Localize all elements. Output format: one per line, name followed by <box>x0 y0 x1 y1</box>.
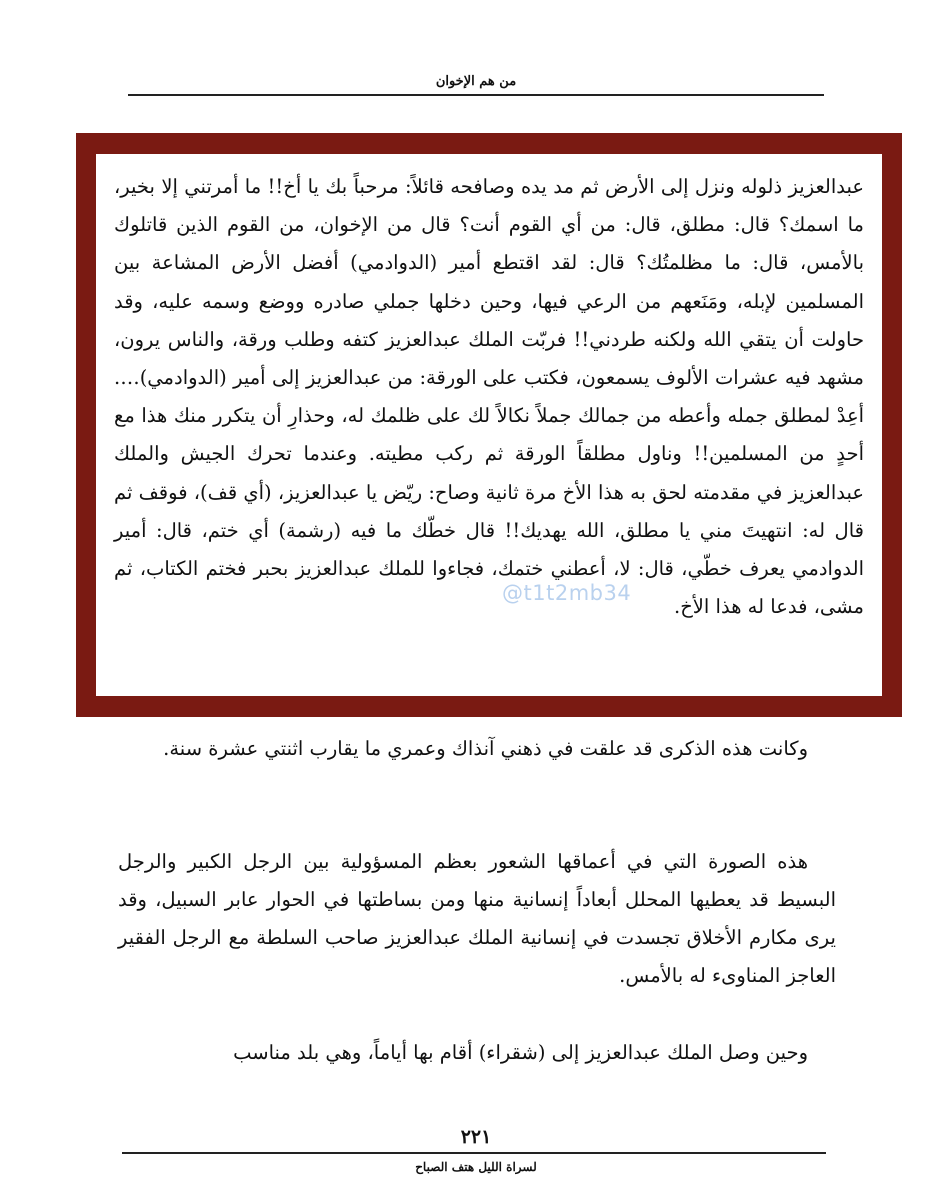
highlighted-passage-frame <box>76 133 902 717</box>
footer-rule <box>122 1152 826 1154</box>
paragraph-1-text: وكانت هذه الذكرى قد علقت في ذهني آنذاك وعمري ما يقارب اثنتي عشرة سنة. <box>163 737 808 760</box>
header-rule <box>128 94 824 96</box>
highlighted-passage-text: عبدالعزيز ذلوله ونزل إلى الأرض ثم مد يده وصافحه قائلاً: مرحباً بك يا أخ!! ما أمرتني إلا بخير، ما اسمك؟ قال: مطلق، قال: من أي القوم أنت؟ قال من الإخوان، من القوم الذين قاتلوك بالأمس، قال: ما مظلمتُك؟ قال: لقد اقتطع أمير (الدوادمي) أفضل الأرض المشاعة بين المسلمين لإبله، ومَنَعهم من الرعي فيها، وحين دخلها جملي صادره ووضع وسمه عليه، وقد حاولت أن يتقي الله ولكنه طردني!! فربّت الملك عبدالعزيز كتفه وطلب ورقة، والناس يرون، مشهد فيه عشرات الألوف يسمعون، فكتب على الورقة: من عبدالعزيز إلى أمير (الدوادمي)…. أعِدْ لمطلق جمله وأعطه من جمالك جملاً نكالاً لك على ظلمك له، وحذارِ أن يتكرر منك هذا مع أحدٍ من المسلمين!! وناول مطلقاً الورقة ثم ركب مطيته. وعندما تحرك الجيش والملك عبدالعزيز في مقدمته لحق به هذا الأخ مرة ثانية وصاح: ريّض يا عبدالعزيز، (أي قف)، فوقف ثم قال له: انتهيتَ مني يا مطلق، الله يهديك!! قال خطّك ما فيه (رشمة) أي ختم، قال: أمير الدوادمي يعرف خطّي، قال: لا، أعطني ختمك، فجاءوا للملك عبدالعزيز بحبر فختم الكتاب، ثم مشى، فدعا له هذا الأخ. <box>114 175 864 619</box>
running-footer-title: لسراة الليل هتف الصباح <box>415 1160 537 1174</box>
page-number: ٢٢١ <box>460 1126 492 1148</box>
paragraph-2 <box>118 843 836 995</box>
paragraph-1 <box>118 730 836 768</box>
paragraph-3 <box>118 1034 836 1072</box>
running-head-title: من هم الإخوان <box>435 74 517 89</box>
watermark-handle: @t1t2mb34 <box>502 581 632 605</box>
highlighted-passage-box <box>96 154 882 696</box>
paragraph-2-text: هذه الصورة التي في أعماقها الشعور بعظم المسؤولية بين الرجل الكبير والرجل البسيط قد يعطيها المحلل أبعاداً إنسانية منها ومن بساطتها في الحوار عابر السبيل، وقد يرى مكارم الأخلاق تجسدت في إنسانية الملك عبدالعزيز صاحب السلطة مع الرجل الفقير العاجز المناوىء له بالأمس. <box>118 850 836 987</box>
paragraph-3-text: وحين وصل الملك عبدالعزيز إلى (شقراء) أقام بها أياماً، وهي بلد مناسب <box>233 1041 808 1064</box>
